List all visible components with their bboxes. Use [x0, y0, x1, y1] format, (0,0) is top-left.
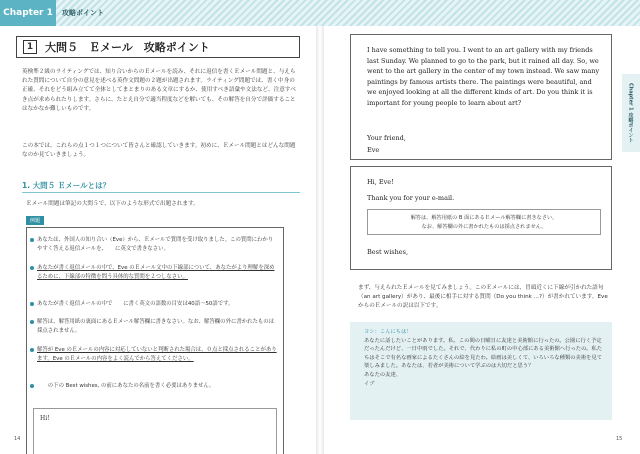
instruction-bullet: 解答は、解答用紙の裏面にあるＥメール解答欄に書きなさい。なお、解答欄の外に書かれたものは採点されません。	[37, 318, 277, 335]
instruction-bullet: あなたは、外国人の知り合い（Eve）から、Ｅメールで質問を受け取りました。この質問にわかりやすく答える返信メールを、 に英文で書きなさい。	[37, 236, 277, 253]
chapter-subtitle: 攻略ポイント	[62, 9, 104, 17]
page-number-left: 14	[14, 436, 21, 442]
section-number: 1	[23, 40, 37, 54]
answer-area	[367, 209, 601, 235]
email-body: I have something to tell you. I went to an art gallery with my friends last Sunday. We planned to go to the park, but it rained all day. So, we went to the art gallery in the center of my town instead. We saw many paintings by famous artists there. The paintings were beautiful, and we enjoyed looking at all the different kinds of art. Do you think it is important for young people to learn about art?	[367, 46, 600, 107]
page-number-right: 15	[616, 436, 623, 442]
translation-closing: あなたの友達、	[364, 371, 402, 378]
instruction-bullet: 解答が Eve のＥメールの内容に対応していないと判断された場合は、０点と採点されることがあります。Eve のＥメールの内容をよく読んでから答えてください。	[37, 347, 277, 362]
chapter-tab: Chapter 1	[0, 0, 56, 26]
intro-paragraph-2: この本では、これらの点１つ１つについて皆さんと確認していきます。初めに、Ｅメール問題とはどんな問題なのか見ていきましょう。	[22, 143, 296, 159]
reply-thanks: Thank you for your e-mail.	[367, 194, 455, 202]
instruction-bullet: の下の Best wishes, の前にあなたの名前を書く必要はありません。	[37, 382, 277, 391]
translation-box	[350, 322, 612, 420]
section-title: 大問５ Ｅメール 攻略ポイント	[45, 41, 210, 54]
answer-instruction-2: なお、解答欄の外に書かれたものは採点されません。	[421, 224, 547, 230]
translation-greeting: ヨシ：こんにちは！	[364, 329, 412, 335]
reply-email-box	[350, 166, 612, 270]
translation-text	[364, 328, 604, 388]
example-tag: 例題	[26, 216, 44, 225]
instruction-bullet: あなたが書く返信メールの中で に書く英文の語数の目安は40語〜50語です。	[37, 300, 277, 309]
section-heading	[16, 36, 300, 58]
subsection-divider	[22, 192, 300, 193]
subsection-title: 1. 大問５ Ｅメールとは？	[22, 181, 111, 190]
email-signature: Eve	[367, 146, 380, 154]
translation-signature: イブ	[364, 380, 375, 387]
answer-instruction-1: 解答は、解答用紙の B 面にあるＥメール解答欄に書きなさい。	[410, 215, 558, 221]
example-box	[26, 227, 284, 454]
subsection-desc: Ｅメール問題は筆記の大問５で、以下のような形式で出題されます。	[26, 201, 199, 207]
email-preview-greeting: Hi!	[40, 415, 50, 422]
eve-email-box	[350, 34, 612, 160]
side-chapter-tab: Chapter 1 攻略ポイント	[622, 74, 640, 152]
explanation-paragraph: まず、与えられたＥメールを見てみましょう。このＥメールには、冒頭近くに下線が引かれた語句（an art gallery）があり、最後に相手に対する質問（Do you think ...?）が書かれています。Eve からのＥメールの訳は以下です。	[358, 285, 608, 310]
intro-paragraph: 英検準２級のライティングでは、知り合いからのＥメールを読み、それに返信を書くＥメール問題と、与えられた質問について自分の意見を述べる英作文問題の２題が出題されます。ライティング問題では、書く中身の正確、それをどう組み立てて全体としてまとまりのある文章にするか、使用すべき語彙や文法など、注意すべき点が求められたりします。さらに、たとえ自分で適当程度などを解いても、その解答を自分で評価することはなかなか難しいものです。	[22, 69, 296, 112]
book-gutter	[316, 26, 324, 454]
translation-body: あなたに話したいことがあります。私、この間の日曜日に友達と美術館に行ったの。公園に行く予定だったんだけど、一日中雨でした。それで、代わりに私の町の中心部にある美術館へ行ったの。私たちはそこで有名な画家によるたくさんの絵を見たわ。絵画は美しくて、いろいろな種類の美術を見て楽しみました。あなたは、若者が美術について学ぶのは大切だと思う？	[364, 337, 603, 370]
email-preview-box	[33, 408, 277, 454]
instruction-bullet: あなたが書く返信メールの中で、Eve のＥメール文中の下線部について、あなたがより理解を深めるために、下線部の特徴を問う具体的な質問を２つしなさい。	[37, 264, 277, 281]
email-closing: Your friend,	[367, 134, 406, 142]
reply-greeting: Hi, Eve!	[367, 178, 394, 186]
reply-closing: Best wishes,	[367, 248, 409, 256]
